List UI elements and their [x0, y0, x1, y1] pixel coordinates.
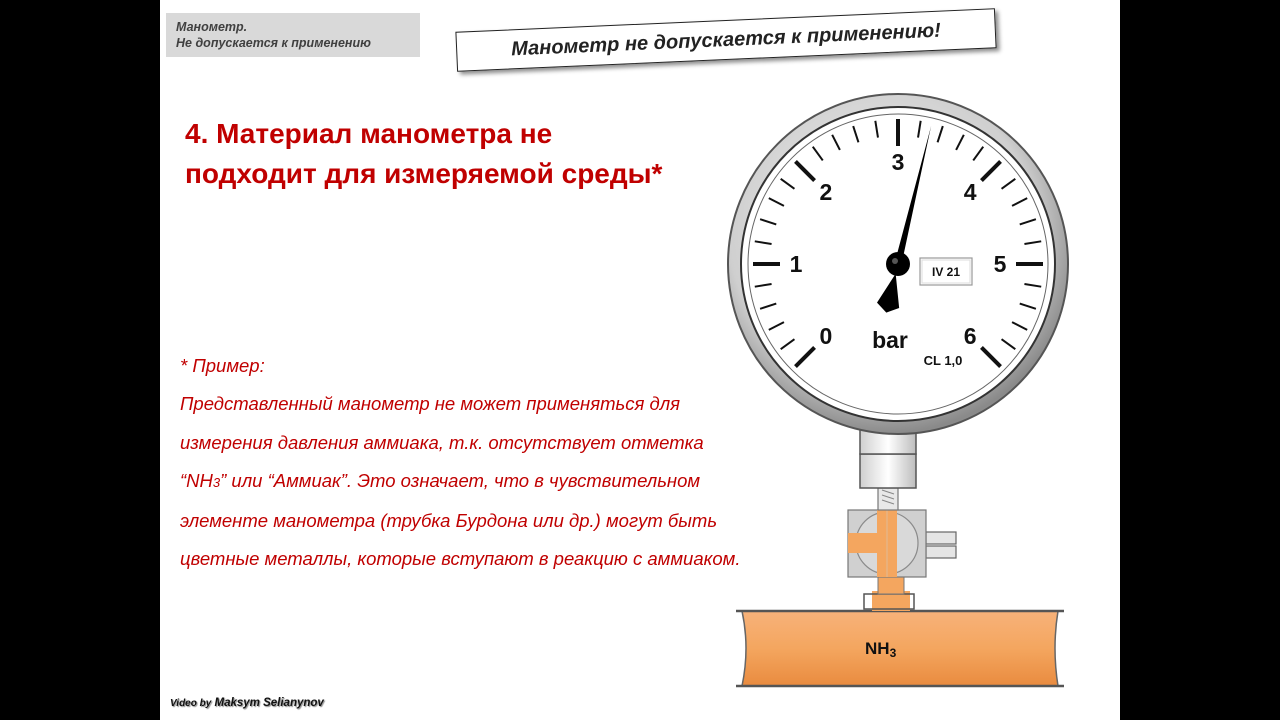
- badge: [920, 258, 972, 285]
- note-line4: элементе манометра (трубка Бурдона или др.) могут быть: [180, 510, 718, 532]
- note-title: * Пример:: [180, 355, 265, 376]
- topic-tag: [166, 13, 420, 57]
- note-line3-sub: 3: [212, 474, 221, 490]
- gauge-body: [728, 94, 1068, 434]
- scale-number: 4: [963, 178, 977, 205]
- note-line3-b: ” или “Аммиак”. Это означает, что в чувствительном: [220, 469, 701, 491]
- note-line5: цветные металлы, которые вступают в реакцию с аммиаком.: [180, 548, 741, 570]
- pipe-label: NH3: [865, 639, 897, 660]
- slide: [160, 0, 1120, 720]
- warning-banner: Манометр не допускается к применению!: [455, 8, 996, 72]
- badge-text: IV 21: [931, 265, 961, 279]
- needle-hub: [886, 252, 910, 276]
- pipe-nipple: [864, 576, 914, 611]
- note-line3-a: “NH: [180, 469, 213, 491]
- accuracy-class-label: CL 1,0: [923, 353, 963, 368]
- scale-number: 0: [819, 323, 833, 350]
- note-line2: измерения давления аммиака, т.к. отсутствует отметка: [180, 431, 704, 453]
- scale-number: 2: [819, 178, 833, 205]
- scale-number: 6: [963, 323, 977, 350]
- unit-label: bar: [872, 327, 908, 353]
- scale-number: 1: [789, 251, 803, 277]
- note-line1: Представленный манометр не может применяться для: [180, 393, 681, 415]
- slide-heading: [185, 114, 745, 194]
- video-credit: Video by Maksym Selianynov: [170, 697, 324, 709]
- topic-tag-line2: Не допускается к применению: [176, 36, 371, 50]
- pipe: [736, 611, 1064, 686]
- pressure-gauge-illustration: [712, 86, 1082, 696]
- scale-number: 5: [993, 251, 1007, 277]
- valve-fitting: [848, 510, 956, 577]
- topic-tag-line1: Манометр.: [176, 20, 248, 34]
- slide-heading-line2: подходит для измеряемой среды*: [185, 158, 663, 189]
- slide-heading-line1: 4. Материал манометра не: [185, 118, 553, 149]
- scale-number: 3: [891, 149, 905, 175]
- needle-hub-highlight: [892, 258, 898, 264]
